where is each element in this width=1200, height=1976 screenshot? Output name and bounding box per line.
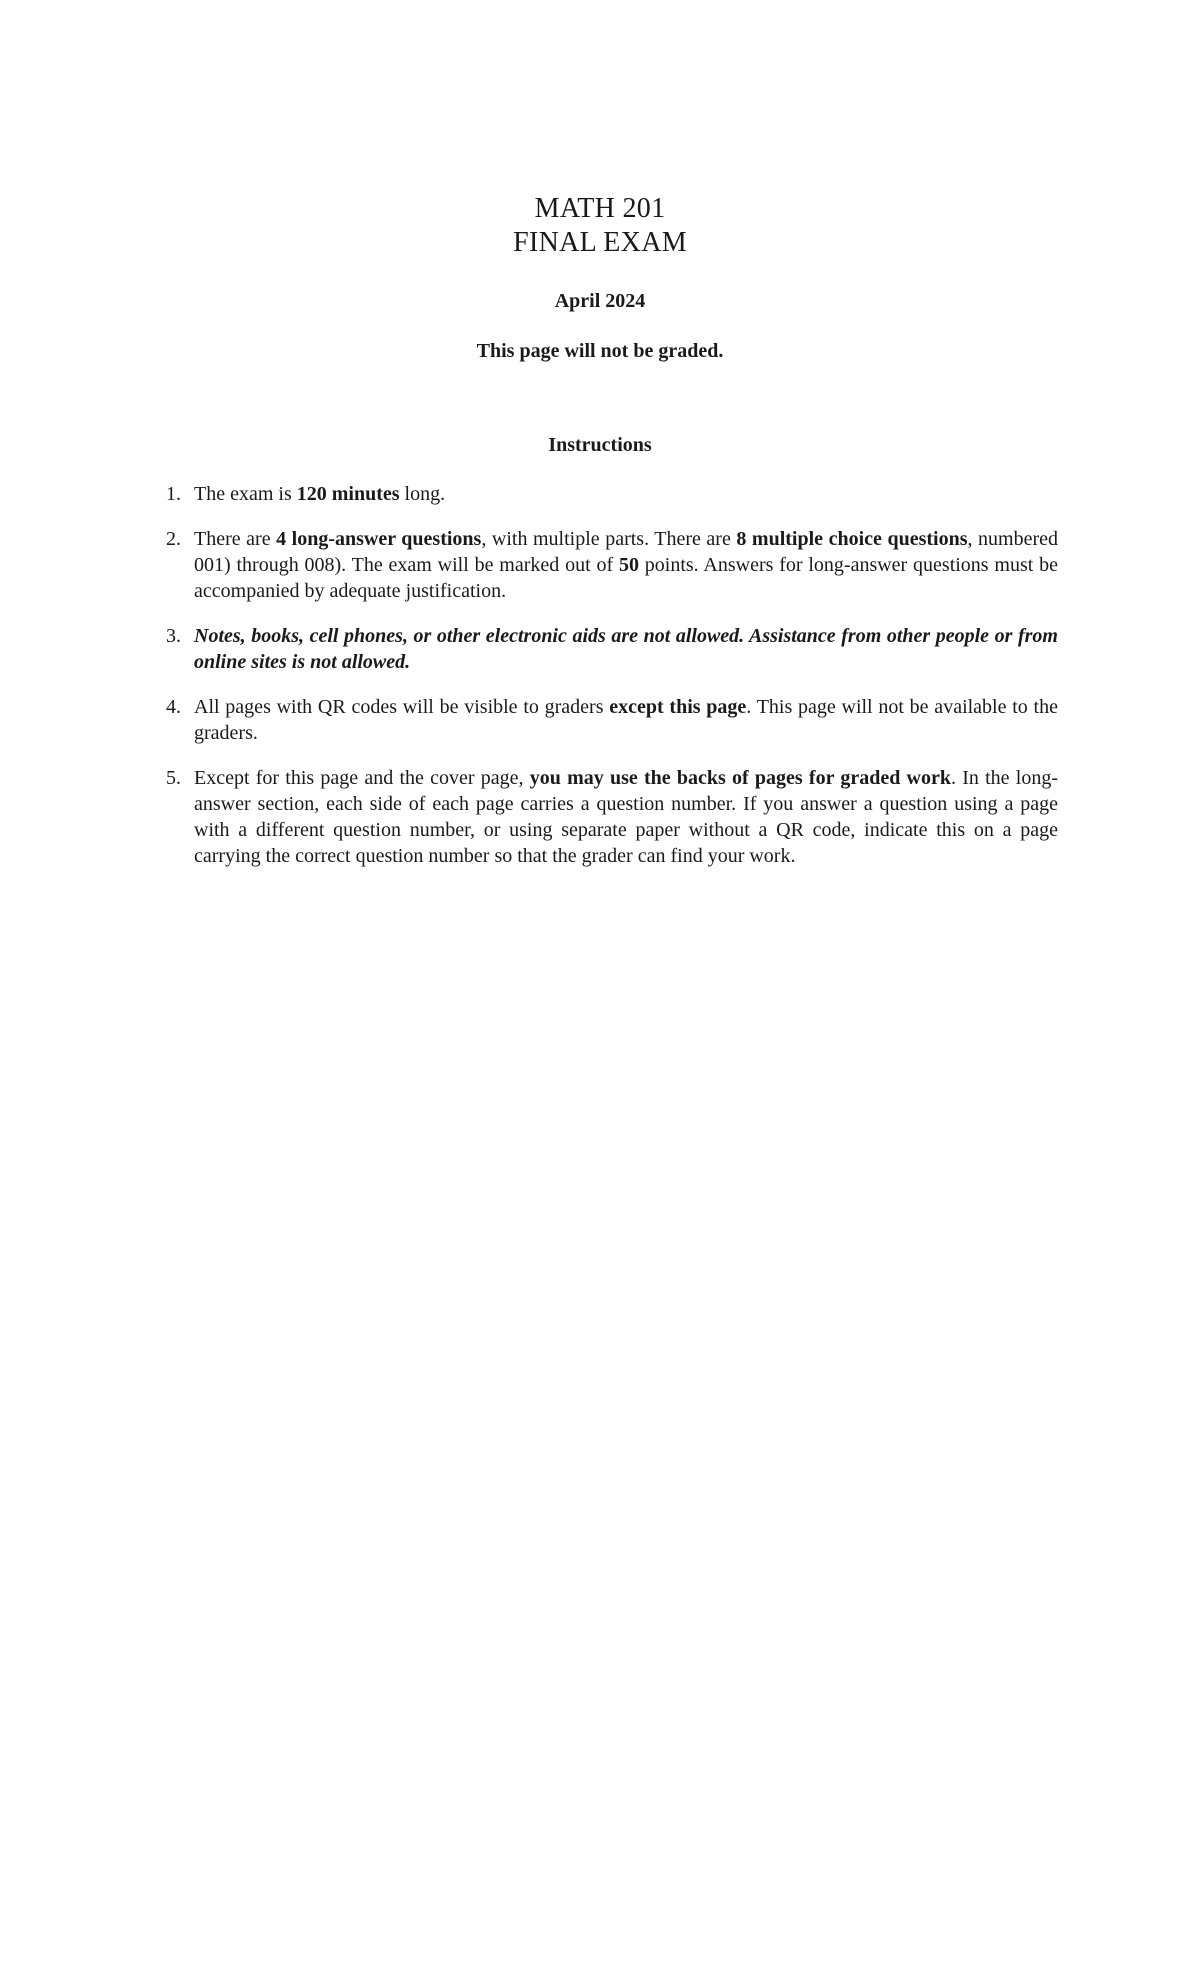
title-block xyxy=(0,192,1200,364)
instruction-item-2 xyxy=(166,526,1058,604)
course-title: MATH 201 xyxy=(534,193,666,224)
text-run: . This page will not be available to the graders. xyxy=(194,696,1058,744)
text-run: There are xyxy=(194,528,277,550)
text-run: . In the long-answer section, each side of each page carries a question number. If you answer a question using a page with a different question number, or using separate paper without a QR code, indicate this on a page carrying the correct question number so that the grader can find your work. xyxy=(194,767,1059,867)
bold-run: 120 minutes xyxy=(296,483,400,505)
instruction-number: 4. xyxy=(166,696,181,718)
bold-run: 8 multiple choice questions xyxy=(736,528,968,550)
text-run: All pages with QR codes will be visible to graders xyxy=(194,696,610,718)
bold-run: you may use the backs of pages for graded work xyxy=(529,767,952,789)
instruction-text xyxy=(194,765,1058,869)
bold-run: except this page xyxy=(609,696,747,718)
instruction-text xyxy=(194,481,1058,507)
exam-date: April 2024 xyxy=(554,290,646,312)
bold-run: 50 xyxy=(618,554,639,576)
instruction-item-5 xyxy=(166,765,1058,869)
instruction-item-1 xyxy=(166,481,1058,507)
instruction-item-3 xyxy=(166,623,1058,675)
text-run: Except for this page and the cover page, xyxy=(194,767,530,789)
instruction-number: 3. xyxy=(166,625,181,647)
instruction-number: 2. xyxy=(166,528,181,550)
instruction-number: 5. xyxy=(166,767,181,789)
text-run: The exam is xyxy=(194,483,297,505)
exam-title: FINAL EXAM xyxy=(513,227,687,258)
instruction-text xyxy=(194,526,1058,604)
instructions-list xyxy=(166,481,1058,888)
text-run: , with multiple parts. There are xyxy=(481,528,737,550)
instruction-text: Notes, books, cell phones, or other electronic aids are not allowed. Assistance from other people or from online sites is not allowed. xyxy=(194,625,1058,673)
bold-run: 4 long-answer questions xyxy=(276,528,482,550)
instruction-text xyxy=(194,694,1058,746)
text-run: , numbered 001) through 008). The exam will be marked out of xyxy=(194,528,1058,576)
not-graded-notice: This page will not be graded. xyxy=(476,340,724,362)
instructions-heading: Instructions xyxy=(548,434,652,456)
text-run: points. Answers for long-answer questions must be accompanied by adequate justification. xyxy=(194,554,1058,602)
instruction-number: 1. xyxy=(166,483,181,505)
text-run: long. xyxy=(399,483,446,505)
instruction-item-4 xyxy=(166,694,1058,746)
